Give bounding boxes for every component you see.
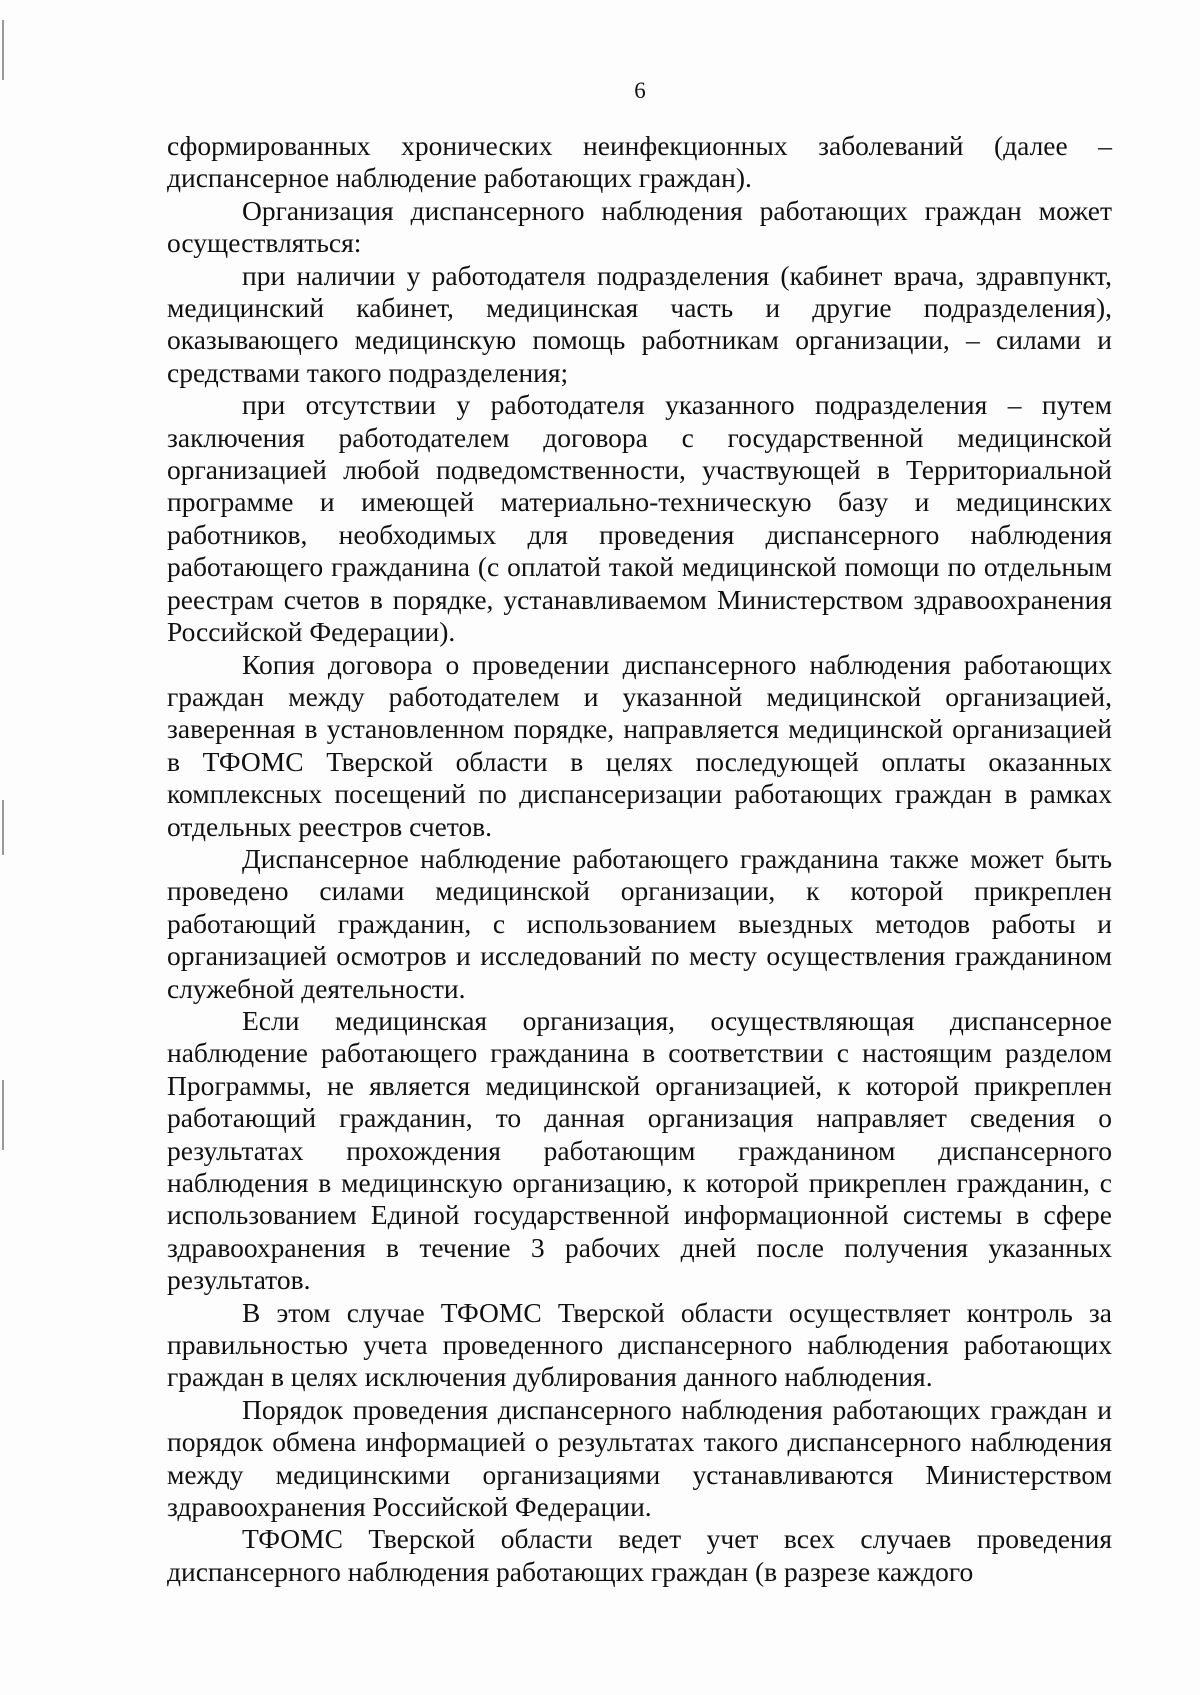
page-number: 6: [634, 78, 646, 103]
paragraph: при наличии у работодателя подразделения (кабинет врача, здравпункт, медицинский кабинет, медицинская часть и другие подразделения), оказывающего медицинскую помощь работникам организации, – силами и средствами такого подразделения;: [167, 259, 1112, 388]
paragraph: сформированных хронических неинфекционных заболеваний (далее – диспансерное наблюдение работающих граждан).: [167, 130, 1112, 194]
scan-edge-mark: [2, 20, 4, 80]
paragraph: ТФОМС Тверской области ведет учет всех случаев проведения диспансерного наблюдения работающих граждан (в разрезе каждого: [167, 1523, 1112, 1587]
paragraph: Порядок проведения диспансерного наблюдения работающих граждан и порядок обмена информацией о результатах такого диспансерного наблюдения между медицинскими организациями устанавливаются Министерством здравоохранения Российской Федерации.: [167, 1393, 1112, 1523]
scan-edge-mark: [2, 800, 4, 855]
document-body: [167, 130, 1112, 1588]
paragraph: В этом случае ТФОМС Тверской области осуществляет контроль за правильностью учета проведенного диспансерного наблюдения работающих граждан в целях исключения дублирования данного наблюдения.: [167, 1296, 1112, 1393]
paragraph: Организация диспансерного наблюдения работающих граждан может осуществляться:: [167, 194, 1112, 259]
paragraph: при отсутствии у работодателя указанного подразделения – путем заключения работодателем договора с государственной медицинской организацией любой подведомственности, участвующей в Территориальной программе и имеющей материально-техническую базу и медицинских работников, необходимых для проведения диспансерного наблюдения работающего гражданина (с оплатой такой медицинской помощи по отдельным реестрам счетов в порядке, устанавливаемом Министерством здравоохранения Российской Федерации).: [167, 389, 1112, 648]
paragraph: Если медицинская организация, осуществляющая диспансерное наблюдение работающего гражданина в соответствии с настоящим разделом Программы, не является медицинской организацией, к которой прикреплен работающий гражданин, то данная организация направляет сведения о результатах прохождения работающим гражданином диспансерного наблюдения в медицинскую организацию, к которой прикреплен гражданин, с использованием Единой государственной информационной системы в сфере здравоохранения в течение 3 рабочих дней после получения указанных результатов.: [167, 1004, 1112, 1296]
paragraph: Копия договора о проведении диспансерного наблюдения работающих граждан между работодателем и указанной медицинской организацией, заверенная в установленном порядке, направляется медицинской организацией в ТФОМС Тверской области в целях последующей оплаты оказанных комплексных посещений по диспансеризации работающих граждан в рамках отдельных реестров счетов.: [167, 648, 1112, 842]
paragraph: Диспансерное наблюдение работающего гражданина также может быть проведено силами медицинской организации, к которой прикреплен работающий гражданин, с использованием выездных методов работы и организацией осмотров и исследований по месту осуществления гражданином служебной деятельности.: [167, 842, 1112, 1004]
scan-edge-mark: [2, 1080, 4, 1150]
